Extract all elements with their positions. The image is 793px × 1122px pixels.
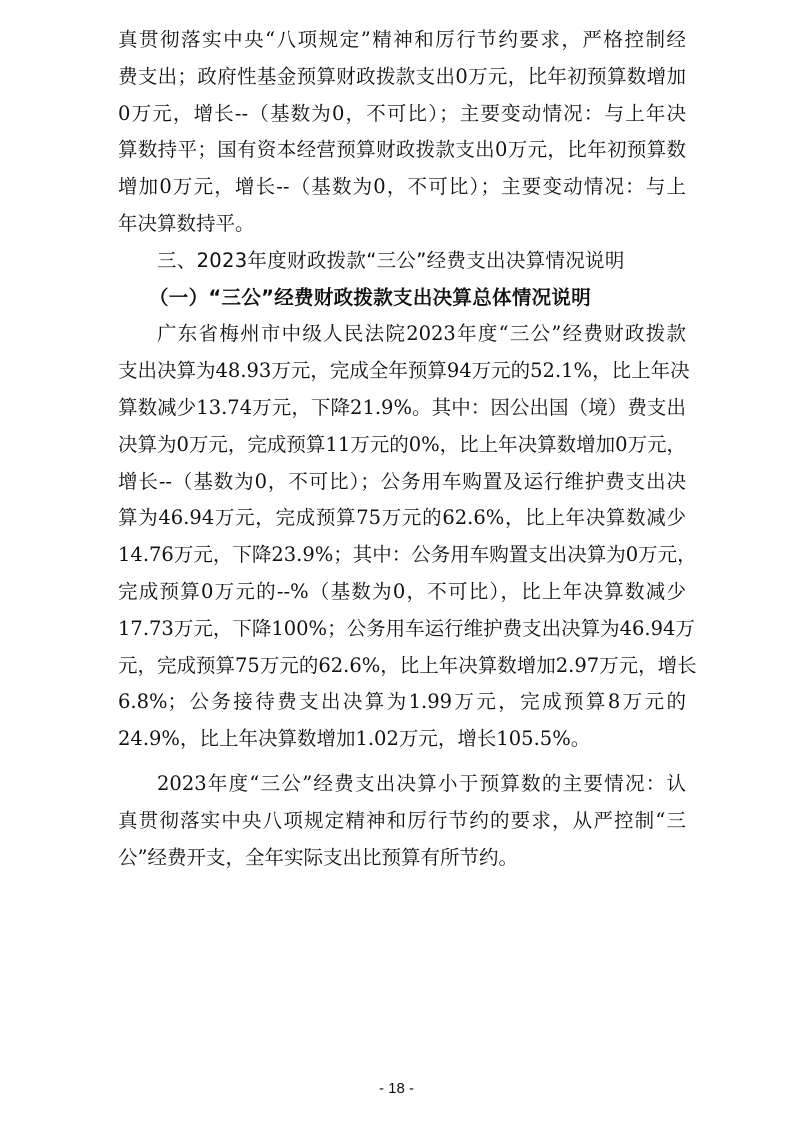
text-line: 0万元，增长--（基数为0，不可比）；主要变动情况：与上年决 [118, 101, 686, 125]
text-line: 支出决算为48.93万元，完成全年预算94万元的52.1%，比上年决 [118, 359, 690, 383]
subsection-heading: （一）“三公”经费财政拨款支出决算总体情况说明 [149, 285, 592, 309]
text-line: 24.9%，比上年决算数增加1.02万元，增长105.5%。 [118, 727, 591, 751]
text-line: 算数持平；国有资本经营预算财政拨款支出0万元，比年初预算数 [118, 138, 686, 162]
text-line: 算为46.94万元，完成预算75万元的62.6%，比上年决算数减少 [118, 506, 686, 530]
text-line: 真贯彻落实中央八项规定精神和厉行节约的要求，从严控制“三 [118, 808, 686, 832]
text-line: 2023年度“三公”经费支出决算小于预算数的主要情况：认 [157, 771, 686, 795]
text-line: 增加0万元，增长--（基数为0，不可比）；主要变动情况：与上 [118, 175, 686, 199]
page-content [118, 22, 697, 876]
paragraph-continued [118, 22, 686, 243]
text-line: 元，完成预算75万元的62.6%，比上年决算数增加2.97万元，增长 [118, 653, 697, 677]
text-line: 公”经费开支，全年实际支出比预算有所节约。 [118, 845, 518, 869]
paragraph-main-reasons [118, 766, 686, 876]
text-line: 决算为0万元，完成预算11万元的0%，比上年决算数增加0万元， [118, 432, 687, 456]
text-line: 完成预算0万元的--%（基数为0，不可比），比上年决算数减少 [118, 579, 686, 603]
paragraph-san-gong-summary [118, 316, 697, 758]
text-line: 费支出；政府性基金预算财政拨款支出0万元，比年初预算数增加 [118, 64, 686, 88]
text-line: 真贯彻落实中央“八项规定”精神和厉行节约要求，严格控制经 [118, 28, 686, 51]
text-line: 广东省梅州市中级人民法院2023年度“三公”经费财政拨款 [157, 322, 686, 346]
text-line: 算数减少13.74万元，下降21.9%。其中：因公出国（境）费支出 [118, 395, 686, 419]
text-line: 17.73万元，下降100%；公务用车运行维护费支出决算为46.94万 [118, 616, 695, 640]
section-heading: 三、2023年度财政拨款“三公”经费支出决算情况说明 [157, 248, 625, 272]
text-line: 14.76万元，下降23.9%；其中：公务用车购置支出决算为0万元， [118, 543, 697, 567]
text-line: 增长--（基数为0，不可比）；公务用车购置及运行维护费支出决 [118, 469, 686, 493]
text-line: 6.8%；公务接待费支出决算为1.99万元，完成预算8万元的 [118, 690, 686, 714]
text-line: 年决算数持平。 [118, 211, 255, 235]
page-number: - 18 - [378, 1080, 414, 1097]
